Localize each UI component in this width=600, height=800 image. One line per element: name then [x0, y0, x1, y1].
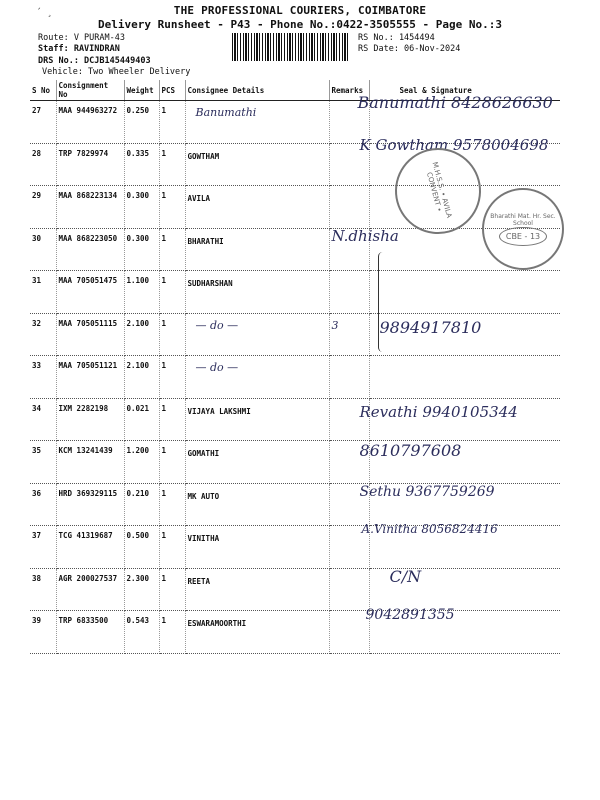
consignee-name: GOWTHAM — [187, 151, 220, 161]
cell-weight: 1.200 — [124, 441, 159, 484]
cell-consignment: MAA 705051115 — [56, 313, 124, 356]
cell-consignment: AGR 200027537 — [56, 568, 124, 611]
cell-consignee — [185, 313, 329, 356]
consignee-handwritten — [246, 616, 254, 629]
cell-sno: 30 — [30, 228, 56, 271]
cell-sno: 37 — [30, 526, 56, 569]
cell-pcs: 1 — [159, 526, 185, 569]
remarks-text: 3 — [331, 318, 339, 332]
cell-consignee — [185, 611, 329, 654]
cell-weight: 2.100 — [124, 313, 159, 356]
cell-consignment: TRP 7829974 — [56, 143, 124, 186]
cell-weight: 2.300 — [124, 568, 159, 611]
cell-consignment: TRP 6833500 — [56, 611, 124, 654]
signature-handwritten: Revathi 9940105344 — [359, 402, 518, 421]
consignee-handwritten — [219, 446, 227, 459]
cell-consignee — [185, 143, 329, 186]
cell-sno: 34 — [30, 398, 56, 441]
col-remarks: Remarks — [329, 80, 369, 101]
signature-handwritten: Banumathi 8428626630 — [357, 93, 553, 112]
signature-handwritten: C/N — [389, 566, 422, 586]
cell-consignment: MAA 868223134 — [56, 186, 124, 229]
table-row — [30, 611, 560, 654]
runsheet-table — [30, 80, 560, 654]
cell-consignee — [185, 568, 329, 611]
consignee-handwritten — [224, 234, 232, 247]
cell-sno: 39 — [30, 611, 56, 654]
cell-consignee — [185, 356, 329, 399]
consignee-handwritten — [251, 404, 259, 417]
cell-signature — [359, 483, 560, 526]
cell-pcs: 1 — [159, 313, 185, 356]
table-row — [30, 568, 560, 611]
cell-pcs: 1 — [159, 356, 185, 399]
consignee-handwritten — [210, 191, 218, 204]
consignee-name: GOMATHI — [187, 449, 220, 458]
cell-signature — [369, 313, 560, 356]
consignee-handwritten — [219, 489, 227, 502]
cell-consignee — [185, 101, 329, 144]
school-stamp-text: Bharathi Mat. Hr. Sec. School — [490, 212, 556, 227]
cell-pcs: 1 — [159, 271, 185, 314]
cell-remarks — [329, 356, 369, 399]
consignee-handwritten — [219, 149, 227, 162]
cell-pcs: 1 — [159, 143, 185, 186]
cell-weight: 0.300 — [124, 228, 159, 271]
company-title: THE PROFESSIONAL COURIERS, COIMBATORE — [173, 4, 427, 17]
cell-consignee — [185, 228, 329, 271]
consignee-handwritten: — do — — [195, 361, 239, 374]
cell-pcs: 1 — [159, 441, 185, 484]
table-row — [30, 526, 560, 569]
rs-number: RS No.: 1454494 — [358, 33, 435, 43]
signature-handwritten: 9894917810 — [379, 317, 482, 337]
consignee-name: AVILA — [187, 194, 211, 203]
cell-pcs: 1 — [159, 186, 185, 229]
cell-signature — [359, 441, 560, 484]
cell-pcs: 1 — [159, 483, 185, 526]
cell-weight: 0.021 — [124, 398, 159, 441]
drs-number: DRS No.: DCJB145449403 — [38, 56, 151, 66]
consignee-handwritten — [233, 276, 241, 289]
col-sno: S No — [30, 80, 56, 101]
cell-weight: 0.543 — [124, 611, 159, 654]
cell-weight: 0.300 — [124, 186, 159, 229]
cell-weight: 0.210 — [124, 483, 159, 526]
signature-handwritten: K Gowtham 9578004698 — [359, 135, 549, 154]
cell-weight: 0.500 — [124, 526, 159, 569]
cell-signature — [369, 271, 560, 314]
cell-consignee — [185, 441, 329, 484]
cell-consignee — [185, 398, 329, 441]
cell-sno: 33 — [30, 356, 56, 399]
col-signature: Seal & Signature — [369, 80, 560, 101]
cell-signature — [365, 607, 560, 654]
signature-handwritten: 9042891355 — [365, 607, 455, 623]
cell-consignment: MAA 705051475 — [56, 271, 124, 314]
rs-date: RS Date: 06-Nov-2024 — [358, 44, 461, 54]
cell-weight: 0.250 — [124, 101, 159, 144]
cell-sno: 36 — [30, 483, 56, 526]
consignee-handwritten — [219, 531, 227, 544]
barcode — [232, 33, 350, 61]
cell-remarks — [329, 568, 369, 611]
school-stamp-code: CBE - 13 — [499, 227, 547, 246]
cell-sno: 28 — [30, 143, 56, 186]
consignee-handwritten — [210, 574, 218, 587]
table-row — [30, 441, 560, 484]
cell-signature — [369, 356, 560, 399]
cell-remarks — [329, 271, 369, 314]
cell-remarks — [329, 611, 369, 654]
cell-signature — [369, 568, 560, 611]
table-row — [30, 143, 560, 186]
cell-pcs: 1 — [159, 568, 185, 611]
consignee-name: REETA — [187, 576, 211, 586]
consignee-name: ESWARAMOORTHI — [187, 619, 247, 628]
cell-pcs: 1 — [159, 398, 185, 441]
cell-signature — [359, 398, 560, 441]
cell-consignment: TCG 41319687 — [56, 526, 124, 569]
cell-consignment: HRD 369329115 — [56, 483, 124, 526]
consignee-name: VIJAYA LAKSHMI — [187, 406, 251, 416]
vehicle: Vehicle: Two Wheeler Delivery — [42, 67, 191, 77]
cell-weight: 1.100 — [124, 271, 159, 314]
convent-stamp-text: M.H.S.S. • AVILA CONVENT • — [425, 161, 454, 219]
cell-sno: 32 — [30, 313, 56, 356]
school-stamp — [482, 188, 564, 270]
cell-sno: 29 — [30, 186, 56, 229]
cell-consignment: MAA 944963272 — [56, 101, 124, 144]
cell-remarks — [329, 186, 369, 229]
table-row — [30, 398, 560, 441]
signature-handwritten: Sethu 9367759269 — [359, 483, 495, 500]
table-row — [30, 228, 560, 271]
cell-signature — [361, 522, 560, 569]
consignee-name: SUDHARSHAN — [187, 279, 233, 288]
cell-pcs: 1 — [159, 228, 185, 271]
corner-marks: ´ ¸ — [36, 8, 53, 18]
cell-consignee — [185, 526, 329, 569]
cell-consignee — [185, 186, 329, 229]
cell-sno: 38 — [30, 568, 56, 611]
cell-weight: 2.100 — [124, 356, 159, 399]
cell-pcs: 1 — [159, 611, 185, 654]
signature-handwritten: A.Vinitha 8056824416 — [361, 522, 498, 536]
handwritten-brace — [378, 252, 387, 352]
cell-consignment: MAA 868223050 — [56, 228, 124, 271]
consignee-name: VINITHA — [187, 534, 220, 543]
table-row — [30, 313, 560, 356]
cell-sno: 35 — [30, 441, 56, 484]
runsheet-subtitle: Delivery Runsheet - P43 - Phone No.:0422-3505555 - Page No.:3 — [98, 18, 502, 31]
col-consignee: Consignee Details — [185, 80, 329, 101]
col-weight: Weight — [124, 80, 159, 101]
cell-consignee — [185, 271, 329, 314]
cell-consignment: IXM 2282198 — [56, 398, 124, 441]
consignee-handwritten: — do — — [195, 318, 239, 332]
route: Route: V PURAM-43 — [38, 33, 125, 43]
table-row — [30, 271, 560, 314]
table-row — [30, 483, 560, 526]
consignee-name: BHARATHI — [187, 236, 224, 246]
cell-remarks — [329, 313, 369, 356]
cell-consignee — [185, 483, 329, 526]
signature-handwritten: N.dhisha — [331, 226, 399, 245]
col-pcs: PCS — [159, 80, 185, 101]
col-consignment: Consignment No — [56, 80, 124, 101]
consignee-name: MK AUTO — [187, 491, 220, 501]
cell-sno: 27 — [30, 101, 56, 144]
cell-consignment: KCM 13241439 — [56, 441, 124, 484]
cell-consignment: MAA 705051121 — [56, 356, 124, 399]
staff: Staff: RAVINDRAN — [38, 44, 120, 54]
signature-handwritten: 8610797608 — [359, 441, 462, 460]
consignee-handwritten: Banumathi — [195, 106, 257, 119]
table-row — [30, 356, 560, 399]
cell-weight: 0.335 — [124, 143, 159, 186]
cell-pcs: 1 — [159, 101, 185, 144]
cell-sno: 31 — [30, 271, 56, 314]
